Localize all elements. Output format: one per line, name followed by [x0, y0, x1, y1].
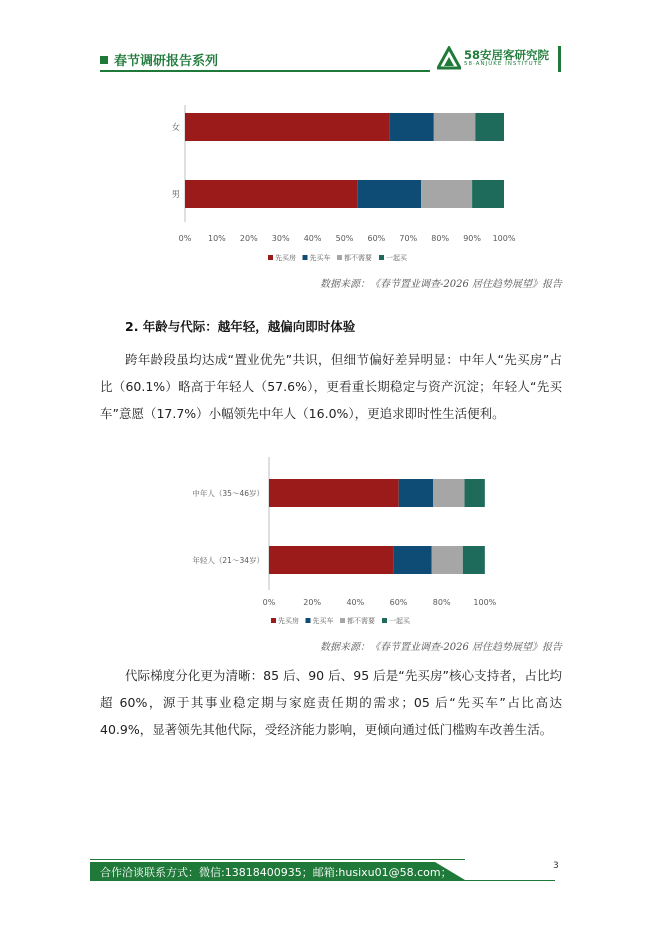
chart-svg: [180, 455, 520, 630]
x-tick-label: 40%: [346, 598, 365, 607]
x-tick-label: 20%: [303, 598, 322, 607]
x-tick-label: 70%: [399, 234, 418, 243]
bar-segment-4-1: [465, 479, 485, 507]
header-square-icon: [100, 56, 108, 64]
legend-swatch: [340, 618, 345, 623]
footer-divider-top: [90, 859, 465, 860]
legend-swatch: [337, 255, 342, 260]
legend-label: 一起买: [386, 254, 407, 262]
x-tick-label: 50%: [335, 234, 354, 243]
bar-segment-2-1: [399, 479, 434, 507]
footer-divider: [90, 880, 555, 881]
legend-swatch: [382, 618, 387, 623]
age-chart: [180, 455, 520, 630]
logo-mountain-icon: [437, 46, 461, 70]
x-tick-label: 60%: [389, 598, 408, 607]
bar-segment-1-1: [185, 113, 389, 141]
legend-label: 先买车: [309, 254, 331, 262]
x-tick-label: 60%: [367, 234, 386, 243]
x-tick-label: 40%: [303, 234, 322, 243]
footer-contact: 合作洽谈联系方式：微信:13818400935；邮箱:husixu01@58.com；: [100, 866, 452, 879]
logo-text: 58安居客研究院: [464, 48, 550, 62]
bar-segment-3-1: [434, 113, 475, 141]
legend-swatch: [379, 255, 384, 260]
x-tick-label: 100%: [492, 234, 516, 243]
category-label: 中年人（35～46岁）: [192, 489, 264, 498]
x-tick-label: 80%: [432, 598, 451, 607]
logo: [437, 46, 552, 72]
x-tick-label: 0%: [262, 598, 276, 607]
x-tick-label: 10%: [208, 234, 226, 243]
bar-segment-4-1: [475, 113, 504, 141]
legend-label: 先买车: [312, 617, 334, 625]
legend-label: 先买房: [275, 254, 296, 262]
source-note-2: 数据来源：《春节置业调查-2026 居住趋势展望》报告: [319, 642, 562, 653]
legend-label: 一起买: [389, 617, 410, 625]
bar-segment-2-2: [357, 180, 421, 208]
bar-segment-3-2: [421, 180, 472, 208]
bar-segment-2-1: [389, 113, 434, 141]
header-divider: [100, 70, 430, 72]
chart-svg: [160, 100, 530, 270]
paragraph-2: 代际梯度分化更为清晰：85 后、90 后、95 后是“先买房”核心支持者，占比均超 60%，源于其事业稳定期与家庭责任期的需求；05 后“先买车”占比高达 40.9%，显著领先其他代际，受经济能力影响，更倾向通过低门槛购车改善生活。: [100, 668, 562, 737]
bar-segment-1-1: [269, 479, 399, 507]
bar-segment-1-2: [269, 546, 393, 574]
gender-chart: [160, 100, 530, 270]
legend-swatch: [271, 618, 276, 623]
source-note-1: 数据来源：《春节置业调查-2026 居住趋势展望》报告: [319, 279, 562, 290]
bar-segment-2-2: [393, 546, 431, 574]
paragraph-1: 跨年龄段虽均达成“置业优先”共识，但细节偏好差异明显：中年人“先买房”占比（60.1%）略高于年轻人（57.6%），更看重长期稳定与资产沉淀；年轻人“先买车”意愿（17.7%）小幅领先中年人（16.0%），更追求即时性生活便利。: [100, 352, 562, 421]
bar-segment-3-2: [432, 546, 463, 574]
x-tick-label: 20%: [239, 234, 258, 243]
bar-segment-3-1: [433, 479, 464, 507]
section-heading: 2. 年龄与代际：越年轻，越偏向即时体验: [125, 319, 356, 334]
legend-swatch: [268, 255, 273, 260]
legend-label: 都不需要: [347, 617, 375, 625]
header-title-text: 春节调研报告系列: [114, 54, 219, 69]
x-tick-label: 90%: [463, 234, 481, 243]
bar-segment-4-2: [463, 546, 485, 574]
header-accent-bar: [558, 46, 561, 72]
x-tick-label: 80%: [431, 234, 450, 243]
category-label: 年轻人（21～34岁）: [192, 556, 264, 565]
page-number: 3: [553, 861, 559, 871]
x-tick-label: 100%: [473, 598, 497, 607]
legend-label: 先买房: [278, 617, 299, 625]
legend-swatch: [303, 255, 308, 260]
x-tick-label: 30%: [271, 234, 290, 243]
logo-subtext: 58·ANJUKE INSTITUTE: [464, 61, 543, 67]
bar-segment-4-2: [472, 180, 504, 208]
category-label: 男: [171, 190, 180, 200]
legend-swatch: [306, 618, 311, 623]
bar-segment-1-2: [185, 180, 357, 208]
category-label: 女: [171, 123, 180, 133]
legend-label: 都不需要: [344, 254, 372, 262]
x-tick-label: 0%: [178, 234, 192, 243]
header-title: [100, 50, 218, 69]
